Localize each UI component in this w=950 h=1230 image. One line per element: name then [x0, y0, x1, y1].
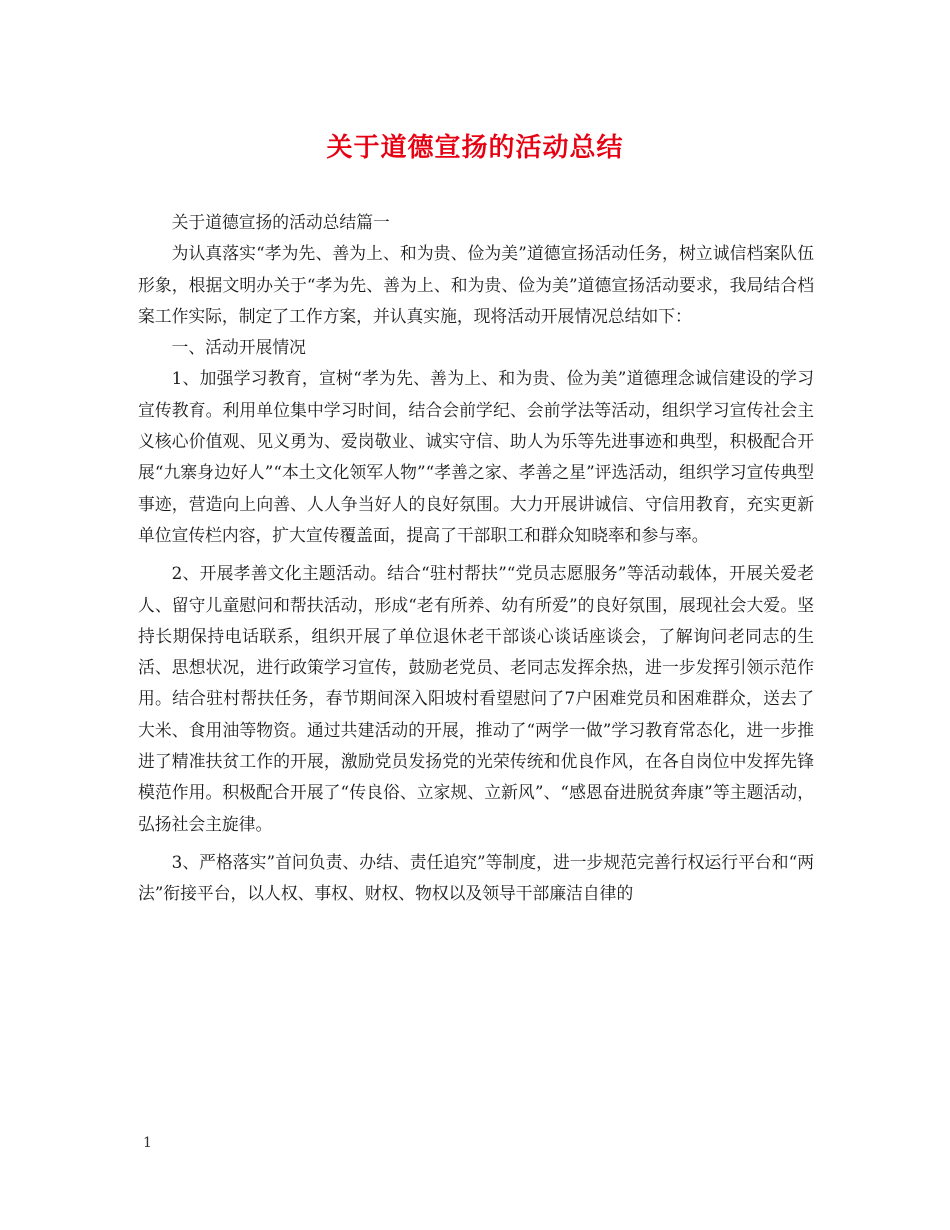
paragraph-intro: 为认真落实“孝为先、善为上、和为贵、俭为美”道德宣扬活动任务，树立诚信档案队伍形象，根据文明办关于“孝为先、善为上、和为贵、俭为美”道德宣扬活动要求，我局结合档案工作实际，制定了工作方案，并认真实施，现将活动开展情况总结如下：: [138, 243, 814, 326]
paragraph-item-1: 1、加强学习教育，宣树“孝为先、善为上、和为贵、俭为美”道德理念诚信建设的学习宣传教育。利用单位集中学习时间，结合会前学纪、会前学法等活动，组织学习宣传社会主义核心价值观、见义勇为、爱岗敬业、诚实守信、助人为乐等先进事迹和典型，积极配合开展“九寨身边好人”“本土文化领军人物”“孝善之家、孝善之星”评选活动，组织学习宣传典型事迹，营造向上向善、人人争当好人的良好氛围。大力开展讲诚信、守信用教育，充实更新单位宣传栏内容，扩大宣传覆盖面，提高了干部职工和群众知晓率和参与率。: [138, 368, 814, 545]
document-title: 关于道德宣扬的活动总结: [326, 133, 624, 163]
section-heading: 关于道德宣扬的活动总结篇一: [171, 212, 390, 232]
document-body: [138, 207, 814, 910]
page-number: 1: [143, 1135, 152, 1151]
paragraph-item-3: 3、严格落实”首问负责、办结、责任追究”等制度，进一步规范完善行权运行平台和“两法”衔接平台，以人权、事权、财权、物权以及领导干部廉洁自律的: [138, 851, 814, 904]
section-heading: 一、活动开展情况: [171, 337, 306, 358]
paragraph-item-2: 2、开展孝善文化主题活动。结合“驻村帮扶”“党员志愿服务”等活动载体，开展关爱老人、留守儿童慰问和帮扶活动，形成“老有所养、幼有所爱”的良好氛围，展现社会大爱。坚持长期保持电话联系，组织开展了单位退休老干部谈心谈话座谈会，了解询问老同志的生活、思想状况，进行政策学习宣传，鼓励老党员、老同志发挥余热，进一步发挥引领示范作用。结合驻村帮扶任务，春节期间深入阳坡村看望慰问了7户困难党员和困难群众，送去了大米、食用油等物资。通过共建活动的开展，推动了“两学一做”学习教育常态化，进一步推进了精准扶贫工作的开展，激励党员发扬党的光荣传统和优良作风，在各自岗位中发挥先锋模范作用。积极配合开展了“传良俗、立家规、立新风”、“感恩奋进脱贫奔康”等主题活动，弘扬社会主旋律。: [138, 563, 814, 834]
